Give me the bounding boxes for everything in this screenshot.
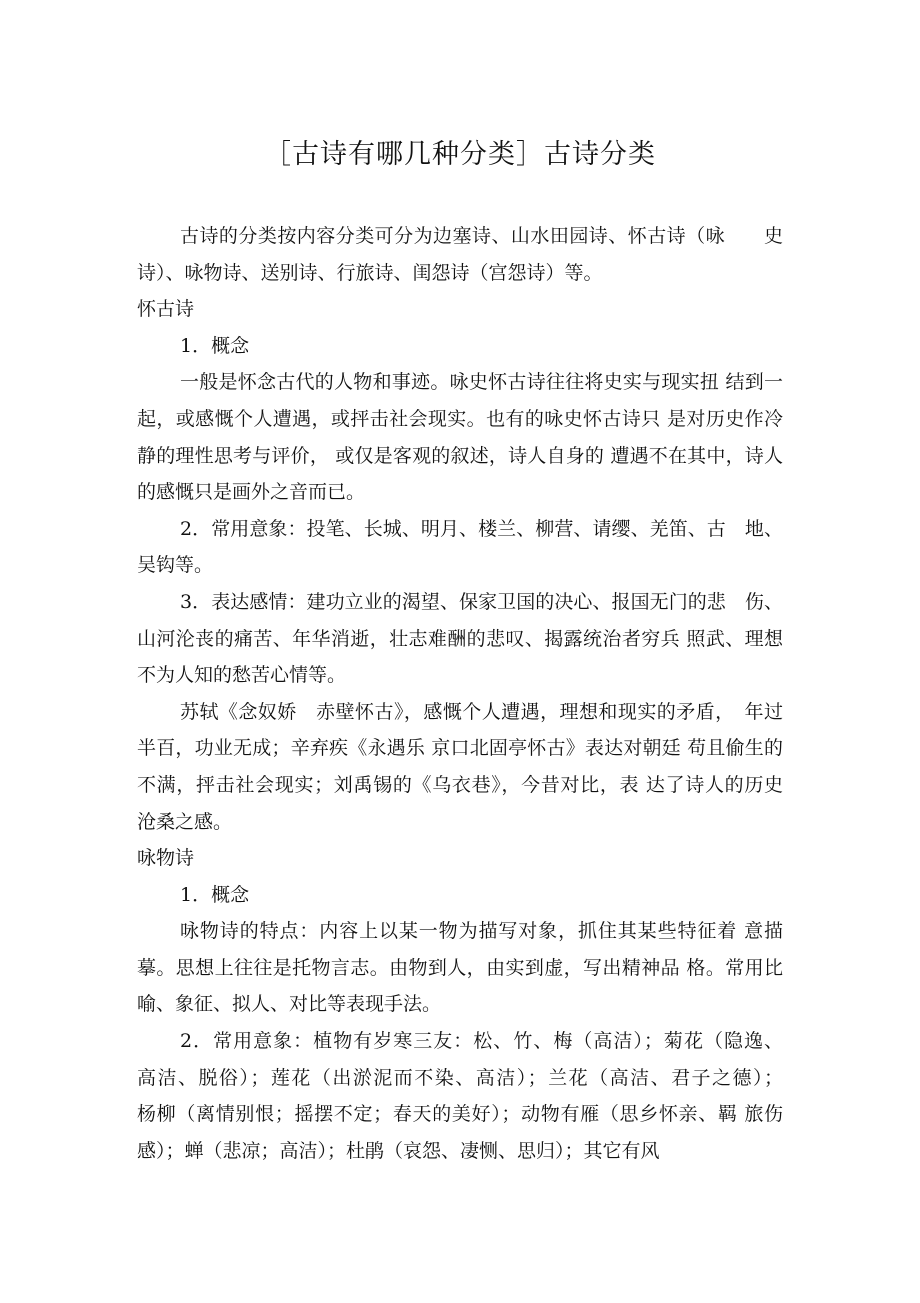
text-line: 苏轼《念奴娇 赤壁怀古》，感慨个人遭遇，理想和现实的矛盾， 年过 [180,700,783,723]
text-line: 起，或感慨个人遭遇，或抨击社会现实。也有的咏史怀古诗只 是对历史作冷 [137,407,783,430]
text-line: 静的理性思考与评价， 或仅是客观的叙述，诗人自身的 遭遇不在其中，诗人 [137,444,783,467]
text-line: 3．表达感情：建功立业的渴望、保家卫国的决心、报国无门的悲 伤、 [180,590,783,613]
paragraph [137,364,783,510]
text-line: 不为人知的愁苦心情等。 [137,664,347,687]
text-line: 诗）、咏物诗、送别诗、行旅诗、闺怨诗（宫怨诗）等。 [137,261,603,284]
paragraph [137,511,783,584]
text-line: 半百，功业无成；辛弃疾《永遇乐 京口北固亭怀古》表达对朝廷 苟且偷生的 [137,737,783,760]
text-line: 2．常用意象：植物有岁寒三友：松、竹、梅（高洁）；菊花（隐逸、 [180,1030,783,1053]
text-line: 古诗的分类按内容分类可分为边塞诗、山水田园诗、怀古诗（咏 史 [180,225,783,247]
text-line: 的感慨只是画外之音而已。 [137,481,366,504]
text-line: 怀古诗 [137,298,195,321]
text-line: 1．概念 [180,334,250,357]
section-heading [137,840,783,877]
paragraph [137,877,783,914]
text-line: 感）；蝉（悲凉；高洁）；杜鹃（哀怨、凄恻、思归）；其它有风 [137,1139,660,1162]
text-line: 高洁、脱俗）；莲花（出淤泥而不染、高洁）；兰花（高洁、君子之德）； [137,1066,783,1089]
text-line: 杨柳（离情别恨；摇摆不定；春天的美好）；动物有雁（思乡怀亲、羁 旅伤 [137,1103,783,1126]
text-line: 沧桑之感。 [137,810,233,833]
text-line: 山河沦丧的痛苦、年华消逝，壮志难酬的悲叹、揭露统治者穷兵 照武、理想 [137,627,783,650]
paragraph [137,328,783,365]
text-line: 一般是怀念古代的人物和事迹。咏史怀古诗往往将史实与现实扭 结到一 [180,371,783,394]
text-line: 2．常用意象：投笔、长城、明月、楼兰、柳营、请缨、羌笛、古 地、 [180,517,783,540]
paragraph [137,584,783,694]
paragraph [137,913,783,1023]
paragraph [137,694,783,840]
text-line: 喻、象征、拟人、对比等表现手法。 [137,993,442,1016]
text-line: 1．概念 [180,883,250,906]
text-line: 摹。思想上往往是托物言志。由物到人，由实到虚，写出精神品 格。常用比 [137,956,783,979]
document-body [137,218,783,1169]
text-line: 吴钩等。 [137,554,214,577]
paragraph [137,218,783,291]
section-heading [137,291,783,328]
paragraph [137,1023,783,1169]
document-title: ［古诗有哪几种分类］古诗分类 [264,139,656,170]
text-line: 咏物诗的特点：内容上以某一物为描写对象，抓住其某些特征着 意描 [180,920,783,943]
text-line: 不满，抨击社会现实；刘禹锡的《乌衣巷》，今昔对比，表 达了诗人的历史 [137,773,783,796]
text-line: 咏物诗 [137,847,195,870]
